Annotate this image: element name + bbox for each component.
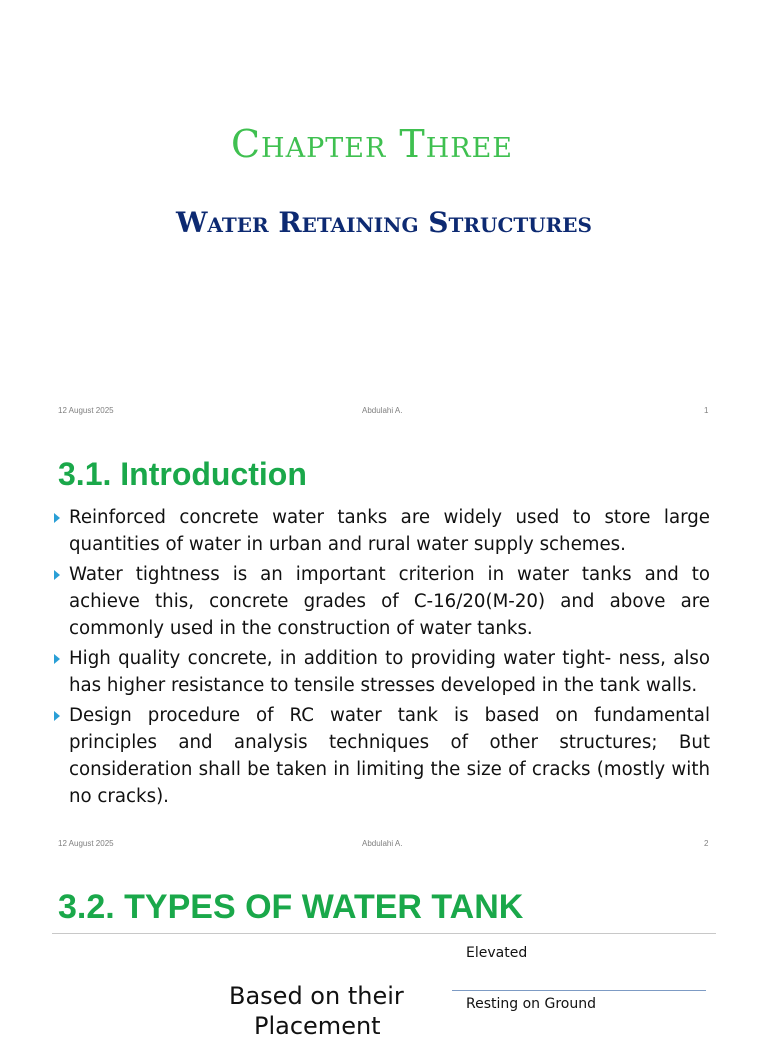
bullet-arrow-icon bbox=[54, 513, 60, 523]
diagram-connector-line bbox=[452, 990, 706, 991]
section-heading-types-of-water-tank: 3.2. TYPES OF WATER TANK bbox=[58, 888, 524, 926]
diagram-branch-elevated: Elevated bbox=[466, 945, 528, 961]
heading-divider bbox=[52, 933, 716, 934]
footer-page-number: 1 bbox=[704, 406, 709, 415]
footer-page-number: 2 bbox=[704, 839, 709, 848]
footer-author: Abdulahi A. bbox=[362, 406, 403, 415]
bullet-text: Reinforced concrete water tanks are widely used to store large quantities of water in urban and rural water supply schemes. bbox=[69, 507, 710, 555]
list-item bbox=[52, 645, 710, 699]
footer-date: 12 August 2025 bbox=[58, 406, 114, 415]
bullet-arrow-icon bbox=[54, 570, 60, 580]
list-item bbox=[52, 561, 710, 642]
chapter-subtitle: Water Retaining Structures bbox=[175, 206, 592, 239]
list-item bbox=[52, 504, 710, 558]
diagram-root-label: Based on their bbox=[229, 982, 404, 1010]
chapter-title: Chapter Three bbox=[230, 122, 514, 166]
bullet-text: Design procedure of RC water tank is based on fundamental principles and analysis techniques of other structures; But consideration shall be taken in limiting the size of cracks (mostly with no cracks). bbox=[69, 705, 710, 807]
bullet-arrow-icon bbox=[54, 711, 60, 721]
diagram-branch-resting-on-ground: Resting on Ground bbox=[466, 996, 596, 1012]
bullet-arrow-icon bbox=[54, 654, 60, 664]
footer-author: Abdulahi A. bbox=[362, 839, 403, 848]
introduction-bullet-list bbox=[52, 504, 710, 813]
footer-date: 12 August 2025 bbox=[58, 839, 114, 848]
diagram-root-label-continued: Placement bbox=[254, 1012, 381, 1040]
bullet-text: High quality concrete, in addition to providing water tight- ness, also has higher resistance to tensile stresses developed in the tank walls. bbox=[69, 648, 710, 696]
list-item bbox=[52, 702, 710, 810]
bullet-text: Water tightness is an important criterion in water tanks and to achieve this, concrete grades of C-16/20(M-20) and above are commonly used in the construction of water tanks. bbox=[69, 564, 710, 639]
section-heading-introduction: 3.1. Introduction bbox=[58, 456, 307, 492]
